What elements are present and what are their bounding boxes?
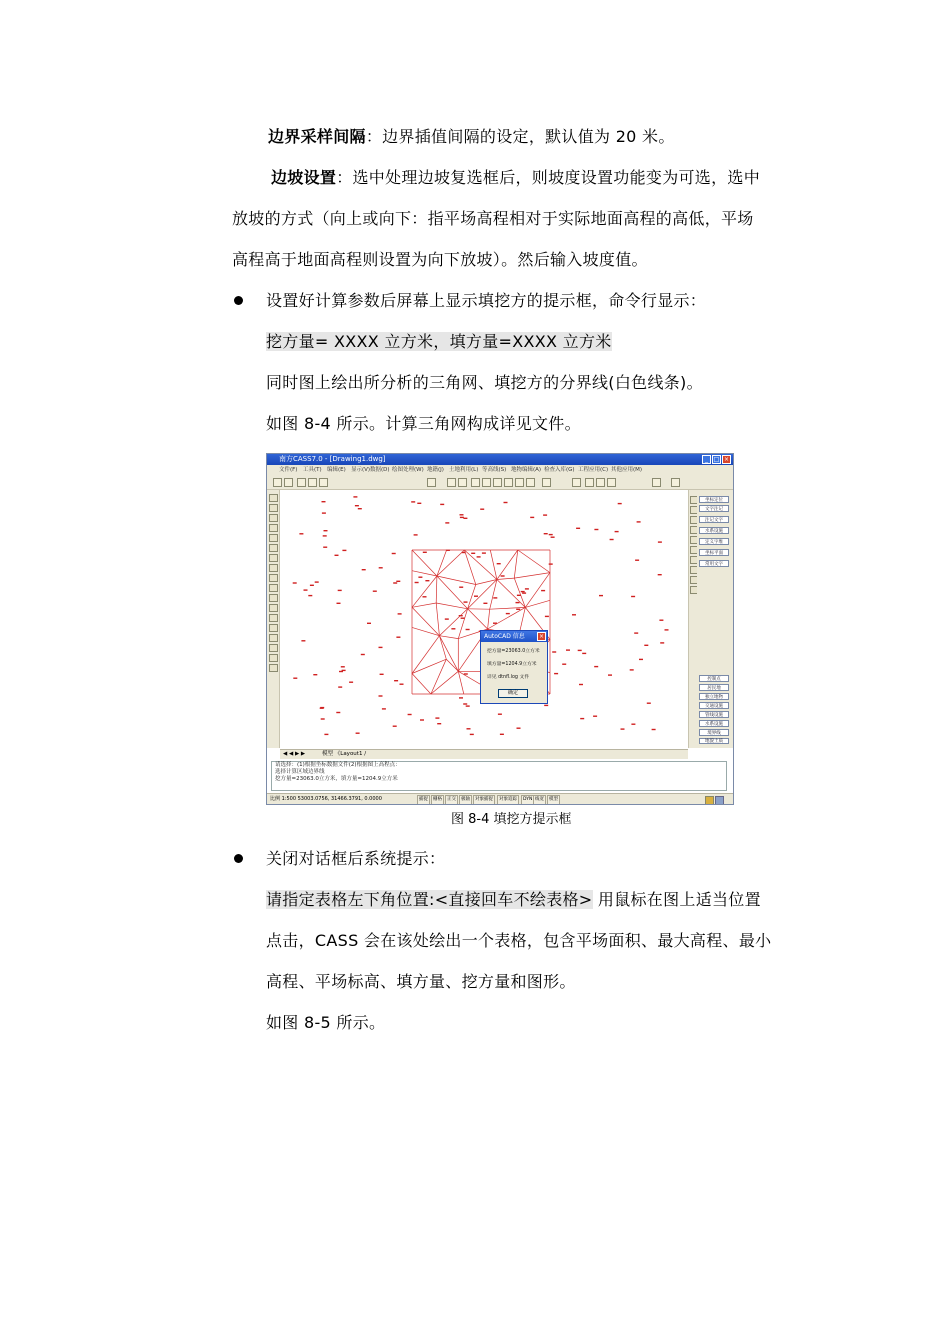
toolbar — [267, 475, 733, 490]
dialog-title: AutoCAD 信息 — [481, 631, 547, 642]
draw-line-icon[interactable] — [269, 494, 278, 502]
elevation-point — [461, 618, 465, 619]
panel-button[interactable]: 居民地 — [699, 684, 729, 691]
elevation-point — [608, 674, 612, 675]
elevation-point — [324, 734, 328, 735]
extend-icon[interactable] — [269, 664, 278, 672]
elevation-point — [470, 734, 474, 735]
close-icon[interactable]: × — [723, 456, 730, 463]
elevation-point — [451, 628, 455, 629]
elevation-point — [338, 686, 342, 687]
elevation-point — [483, 603, 487, 604]
panel-button[interactable]: 境界线 — [699, 729, 729, 736]
para-boundary-interval-label: 边界采样间隔 — [268, 127, 366, 146]
elevation-point — [594, 529, 598, 530]
tab-model-layout[interactable]: 模型 《Layout1 / — [322, 751, 367, 757]
tin-edge — [497, 578, 514, 579]
elevation-point — [308, 595, 312, 596]
bullet-cut-fill-prompt: 设置好计算参数后屏幕上显示填挖方的提示框，命令行显示： — [266, 291, 707, 310]
elevation-point — [634, 632, 638, 633]
elevation-point — [466, 705, 470, 706]
tin-edge — [412, 603, 436, 607]
elevation-point — [644, 645, 648, 646]
status-ortho-button[interactable]: 正交 — [445, 795, 458, 805]
elevation-point — [393, 582, 397, 583]
color-icon[interactable] — [308, 478, 317, 487]
status-osnap-button[interactable]: 对象捕捉 — [473, 795, 495, 805]
para-slope-settings-text: ：选中处理边坡复选框后，则坡度设置功能变为可选，选中 — [336, 168, 761, 187]
elevation-point — [367, 623, 371, 624]
elevation-point — [463, 518, 467, 519]
dialog-fill-volume: 填方量=1204.9立方米 — [487, 662, 537, 667]
edit-icon[interactable] — [585, 478, 594, 487]
panel-button[interactable]: 管线设施 — [699, 711, 729, 718]
menu-item[interactable]: 绘图处理(W) — [392, 467, 424, 473]
para-slope-settings — [271, 167, 760, 189]
dialog-log-file: 详见 dtnfl.log 文件 — [487, 675, 530, 680]
status-grid-button[interactable]: 栅格 — [431, 795, 444, 805]
elevation-point — [435, 717, 439, 718]
elevation-point — [400, 684, 404, 685]
pan-icon[interactable] — [482, 478, 491, 487]
elevation-point — [417, 503, 421, 504]
elevation-point — [355, 505, 359, 506]
elevation-point — [599, 595, 603, 596]
elevation-point — [660, 642, 664, 643]
window-title: 南方CASS7.0 - [Drawing1.dwg] — [279, 455, 386, 463]
elevation-point — [293, 582, 297, 583]
para-table-prompt — [266, 889, 761, 911]
elevation-point — [322, 501, 326, 502]
elevation-point — [631, 724, 635, 725]
tin-edge — [488, 609, 490, 629]
elevation-point — [440, 504, 444, 505]
figure-caption: 图 8-4 填挖方提示框 — [451, 812, 572, 827]
elevation-point — [480, 509, 484, 510]
cut-icon[interactable] — [471, 478, 480, 487]
tin-edge — [468, 609, 488, 629]
elevation-point — [336, 712, 340, 713]
tin-edge — [437, 576, 476, 585]
measure-icon[interactable] — [596, 478, 605, 487]
elevation-point — [460, 517, 464, 518]
elevation-point — [562, 664, 566, 665]
elevation-point — [545, 616, 549, 617]
tin-edge — [412, 576, 437, 607]
elevation-point — [552, 651, 556, 652]
elevation-point — [501, 575, 505, 576]
dialog-close-icon[interactable]: × — [538, 633, 545, 640]
elevation-point — [379, 567, 383, 568]
panel-button[interactable]: 水系设施 — [699, 720, 729, 727]
tin-edge — [525, 573, 550, 608]
elevation-point — [408, 714, 412, 715]
menu-item[interactable]: 地物编辑(A) — [511, 467, 542, 473]
elevation-point — [474, 596, 478, 597]
elevation-point — [525, 588, 529, 589]
cmd-line-1: 请选择：(1)根据坐标数据文件(2)根据图上高程点： — [275, 762, 401, 768]
panel-button[interactable]: 地貌土质 — [699, 738, 729, 744]
para-slope-line2: 放坡的方式（向上或向下：指平场高程相对于实际地面高程的高低，平场 — [232, 209, 754, 228]
tin-edge — [439, 636, 458, 672]
elevation-point — [310, 585, 314, 586]
rotate-icon[interactable] — [269, 634, 278, 642]
elevation-point — [637, 521, 641, 522]
elevation-point — [464, 601, 468, 602]
elevation-point — [658, 574, 662, 575]
elevation-point — [463, 703, 467, 704]
right-panel — [697, 490, 733, 748]
panel-button[interactable]: 交通设施 — [699, 702, 729, 709]
status-snap-button[interactable]: 捕捉 — [417, 795, 430, 805]
elevation-point — [380, 674, 384, 675]
command-line[interactable] — [271, 761, 727, 791]
elevation-point — [342, 550, 346, 551]
dialog-ok-button[interactable]: 确定 — [498, 689, 528, 698]
menu-item[interactable]: 工具(T) — [303, 467, 322, 473]
elevation-point — [304, 589, 308, 590]
layout-tabs — [280, 749, 688, 759]
menu-item[interactable]: 数据(D) — [370, 467, 390, 473]
elevation-point — [618, 503, 622, 504]
elevation-point — [635, 560, 639, 561]
tin-edge — [437, 550, 465, 576]
elevation-point — [320, 708, 324, 709]
panel-button[interactable]: 水系设施 — [699, 527, 729, 534]
elevation-point — [379, 647, 383, 648]
ucs-icon[interactable] — [671, 478, 680, 487]
elevation-point — [493, 597, 497, 598]
tray-icon[interactable] — [705, 796, 714, 805]
panel-button[interactable]: 注记文字 — [699, 516, 729, 523]
tin-edge — [412, 674, 431, 695]
text-icon[interactable] — [269, 584, 278, 592]
cass-screenshot — [266, 453, 734, 805]
region-icon[interactable] — [269, 604, 278, 612]
elevation-point — [621, 728, 625, 729]
elevation-point — [379, 695, 383, 696]
elevation-point — [506, 613, 510, 614]
elevation-point — [361, 654, 365, 655]
elevation-point — [313, 674, 317, 675]
menu-item[interactable]: 显示(V) — [351, 467, 371, 473]
bullet-dot — [234, 854, 243, 863]
menu-item[interactable]: 文件(F) — [279, 467, 298, 473]
zoom-window-icon[interactable] — [504, 478, 513, 487]
elevation-point — [549, 563, 553, 564]
elevation-point — [396, 581, 400, 582]
cmd-output-volume-text: 挖方量= XXXX 立方米，填方量=XXXX 立方米 — [266, 332, 612, 351]
elevation-point — [471, 553, 475, 554]
elevation-point — [358, 508, 362, 509]
elevation-point — [321, 718, 325, 719]
table-icon[interactable] — [572, 478, 581, 487]
elevation-point — [554, 673, 558, 674]
elevation-point — [594, 666, 598, 667]
elevation-point — [497, 563, 501, 564]
elevation-point — [665, 629, 669, 630]
tin-edge — [412, 571, 437, 576]
elevation-point — [576, 528, 580, 529]
elevation-point — [610, 539, 614, 540]
tin-edge — [437, 550, 447, 576]
elevation-point — [425, 580, 429, 581]
layer-icon[interactable] — [297, 478, 306, 487]
elevation-point — [630, 669, 634, 670]
elevation-point — [659, 620, 663, 621]
elevation-point — [582, 653, 586, 654]
elevation-point — [530, 517, 534, 518]
elevation-point — [566, 649, 570, 650]
elevation-point — [337, 603, 341, 604]
elevation-point — [482, 552, 486, 553]
para-figure-ref-2: 如图 8-5 所示。 — [266, 1013, 386, 1032]
arrow-icon[interactable] — [607, 478, 616, 487]
move-icon[interactable] — [269, 624, 278, 632]
elevation-point — [396, 637, 400, 638]
elevation-point — [353, 496, 357, 497]
elevation-point — [437, 723, 441, 724]
para-table-line2: 点击，CASS 会在该处绘出一个表格，包含平场面积、最大高程、最小 — [266, 931, 772, 950]
tin-edge — [446, 659, 458, 671]
elevation-point — [460, 514, 464, 515]
bullet-dot — [234, 296, 243, 305]
elevation-point — [498, 714, 502, 715]
elevation-point — [301, 640, 305, 641]
tin-edge — [514, 573, 550, 579]
elevation-point — [615, 531, 619, 532]
para-slope-line3: 高程高于地面高程则设置为向下放坡）。然后输入坡度值。 — [232, 250, 648, 269]
para-figure-ref: 如图 8-4 所示。计算三角网构成详见文件。 — [266, 414, 581, 433]
elevation-point — [362, 569, 366, 570]
hatch-icon[interactable] — [269, 574, 278, 582]
elevation-point — [414, 534, 418, 535]
elevation-point — [466, 629, 470, 630]
maximize-icon[interactable]: □ — [713, 456, 720, 463]
elevation-point — [658, 541, 662, 542]
print-icon[interactable] — [458, 478, 467, 487]
elevation-point — [323, 535, 327, 536]
elevation-point — [544, 533, 548, 534]
panel-button[interactable]: 独立地物 — [699, 693, 729, 700]
elevation-point — [521, 591, 525, 592]
elevation-point — [522, 592, 526, 593]
trim-icon[interactable] — [269, 654, 278, 662]
elevation-point — [445, 618, 449, 619]
elevation-point — [392, 553, 396, 554]
tin-drawing — [280, 490, 687, 748]
window-titlebar — [267, 454, 733, 465]
elevation-point — [398, 613, 402, 614]
elevation-point — [572, 614, 576, 615]
drawing-canvas[interactable] — [280, 490, 687, 748]
tin-edge — [439, 636, 458, 639]
elevation-point — [323, 547, 327, 548]
elevation-point — [459, 697, 463, 698]
elevation-point — [423, 596, 427, 597]
elevation-point — [578, 650, 582, 651]
cmd-line-3: 挖方量=23063.0立方米，填方量=1204.9立方米 — [275, 776, 398, 782]
elevation-point — [293, 678, 297, 679]
elevation-point — [500, 734, 504, 735]
left-toolbar — [267, 490, 280, 748]
elevation-point — [647, 703, 651, 704]
status-dyn-button[interactable]: DYN — [521, 795, 534, 805]
tin-edge — [525, 600, 550, 607]
tin-edge — [436, 603, 439, 636]
table-draw-icon[interactable] — [269, 614, 278, 622]
menu-item[interactable]: 工程应用(C) — [578, 467, 609, 473]
elevation-point — [418, 577, 422, 578]
elevation-point — [335, 555, 339, 556]
elevation-point — [516, 602, 520, 603]
zoom-icon[interactable] — [493, 478, 502, 487]
menu-item[interactable]: 等高线(S) — [482, 467, 507, 473]
elevation-point — [467, 728, 471, 729]
elevation-point — [349, 682, 353, 683]
point-icon[interactable] — [269, 594, 278, 602]
para-table-prompt-text: 用鼠标在图上适当位置 — [592, 890, 761, 909]
elevation-point — [579, 684, 583, 685]
elevation-point — [504, 502, 508, 503]
elevation-point — [580, 718, 584, 719]
panel-button[interactable]: 常用文字 — [699, 560, 729, 567]
properties-icon[interactable] — [427, 478, 436, 487]
elevation-point — [420, 719, 424, 720]
elevation-point — [639, 659, 643, 660]
tin-edge — [497, 580, 525, 608]
elevation-point — [543, 514, 547, 515]
draw-ellipse-icon[interactable] — [269, 554, 278, 562]
elevation-point — [299, 533, 303, 534]
elevation-point — [652, 729, 656, 730]
para-table-line3: 高程、平场标高、填方量、挖方量和图形。 — [266, 972, 576, 991]
elevation-point — [516, 609, 520, 610]
redo-icon[interactable] — [542, 478, 551, 487]
elevation-point — [324, 530, 328, 531]
tin-edge — [518, 550, 550, 573]
scale-icon[interactable] — [269, 644, 278, 652]
elevation-point — [411, 501, 415, 502]
tin-edge — [458, 671, 464, 694]
elevation-point — [517, 728, 521, 729]
para-boundary-interval-text: ：边界插值间隔的设定，默认值为 20 米。 — [365, 127, 675, 146]
elevation-point — [338, 590, 342, 591]
elevation-point — [315, 581, 319, 582]
bullet-close-dialog: 关闭对话框后系统提示： — [266, 849, 446, 868]
dialog-cut-volume: 挖方量=23063.0立方米 — [487, 649, 540, 654]
elevation-point — [541, 590, 545, 591]
status-lineweight-button[interactable]: 线宽 — [533, 795, 546, 805]
elevation-point — [631, 596, 635, 597]
cmd-output-volume — [266, 331, 612, 353]
status-bar — [267, 793, 733, 805]
status-otrack-button[interactable]: 对象追踪 — [497, 795, 519, 805]
new-file-icon[interactable] — [273, 478, 282, 487]
para-slope-settings-label: 边坡设置 — [271, 168, 337, 187]
autocad-info-dialog — [480, 630, 548, 704]
elevation-point — [459, 587, 463, 588]
panel-button[interactable]: 文字注记 — [699, 505, 729, 512]
elevation-point — [549, 534, 553, 535]
cmd-prompt-table: 请指定表格左下角位置:<直接回车不绘表格> — [266, 890, 593, 909]
status-polar-button[interactable]: 极轴 — [459, 795, 472, 805]
menu-item[interactable]: 土地利用(L) — [449, 467, 479, 473]
tin-edge — [490, 550, 497, 580]
linetype-icon[interactable] — [319, 478, 328, 487]
menu-item[interactable]: 其他应用(M) — [611, 467, 643, 473]
menu-item[interactable]: 编辑(E) — [327, 467, 346, 473]
panel-button[interactable]: 坐标平面 — [699, 549, 729, 556]
para-boundary-interval — [268, 126, 675, 148]
elevation-point — [322, 512, 326, 513]
status-model-button[interactable]: 模型 — [547, 795, 560, 805]
elevation-point — [544, 705, 548, 706]
elevation-point — [393, 726, 397, 727]
elevation-point — [423, 552, 427, 553]
draw-spline-icon[interactable] — [269, 544, 278, 552]
tin-edge — [436, 576, 437, 603]
zoom-previous-icon[interactable] — [515, 478, 524, 487]
panel-button[interactable]: 定义字堆 — [699, 538, 729, 545]
elevation-point — [477, 556, 481, 557]
draw-arc-icon[interactable] — [269, 524, 278, 532]
tab-nav-icons[interactable]: ◀ ◀ ▶ ▶ — [283, 751, 306, 757]
para-triangle-net: 同时图上绘出所分析的三角网、填挖方的分界线(白色线条)。 — [266, 373, 703, 392]
menu-item[interactable]: 检查入库(G) — [544, 467, 575, 473]
menu-bar — [267, 465, 733, 475]
elevation-point — [445, 522, 449, 523]
tin-edge — [490, 580, 497, 610]
panel-button[interactable]: 控制点 — [699, 675, 729, 682]
menu-item[interactable]: 地籍(J) — [427, 467, 444, 473]
tin-edge — [488, 607, 526, 629]
elevation-point — [373, 591, 377, 592]
tray-icon[interactable] — [715, 796, 724, 805]
elevation-point — [551, 537, 555, 538]
open-file-icon[interactable] — [284, 478, 293, 487]
insert-block-icon[interactable] — [269, 564, 278, 572]
elevation-point — [394, 680, 398, 681]
save-icon[interactable] — [447, 478, 456, 487]
elevation-point — [341, 666, 345, 667]
tin-edge — [412, 550, 437, 576]
draw-rectangle-icon[interactable] — [269, 514, 278, 522]
cmd-line-2: 选择计算区域边界线 — [275, 769, 325, 775]
undo-icon[interactable] — [526, 478, 535, 487]
status-coordinates: 比例 1:500 53003.0756, 31466.3791, 0.0000 — [270, 796, 382, 802]
draw-polyline-icon[interactable] — [269, 504, 278, 512]
elevation-point — [415, 582, 419, 583]
elevation-point — [382, 708, 386, 709]
tin-edge — [431, 671, 458, 694]
draw-circle-icon[interactable] — [269, 534, 278, 542]
minimize-icon[interactable]: _ — [702, 455, 711, 464]
help-icon[interactable] — [652, 478, 661, 487]
elevation-point — [356, 733, 360, 734]
elevation-point — [593, 716, 597, 717]
tin-edge — [476, 580, 497, 585]
panel-button[interactable]: 坐标定位 — [699, 496, 729, 503]
elevation-point — [342, 670, 346, 671]
